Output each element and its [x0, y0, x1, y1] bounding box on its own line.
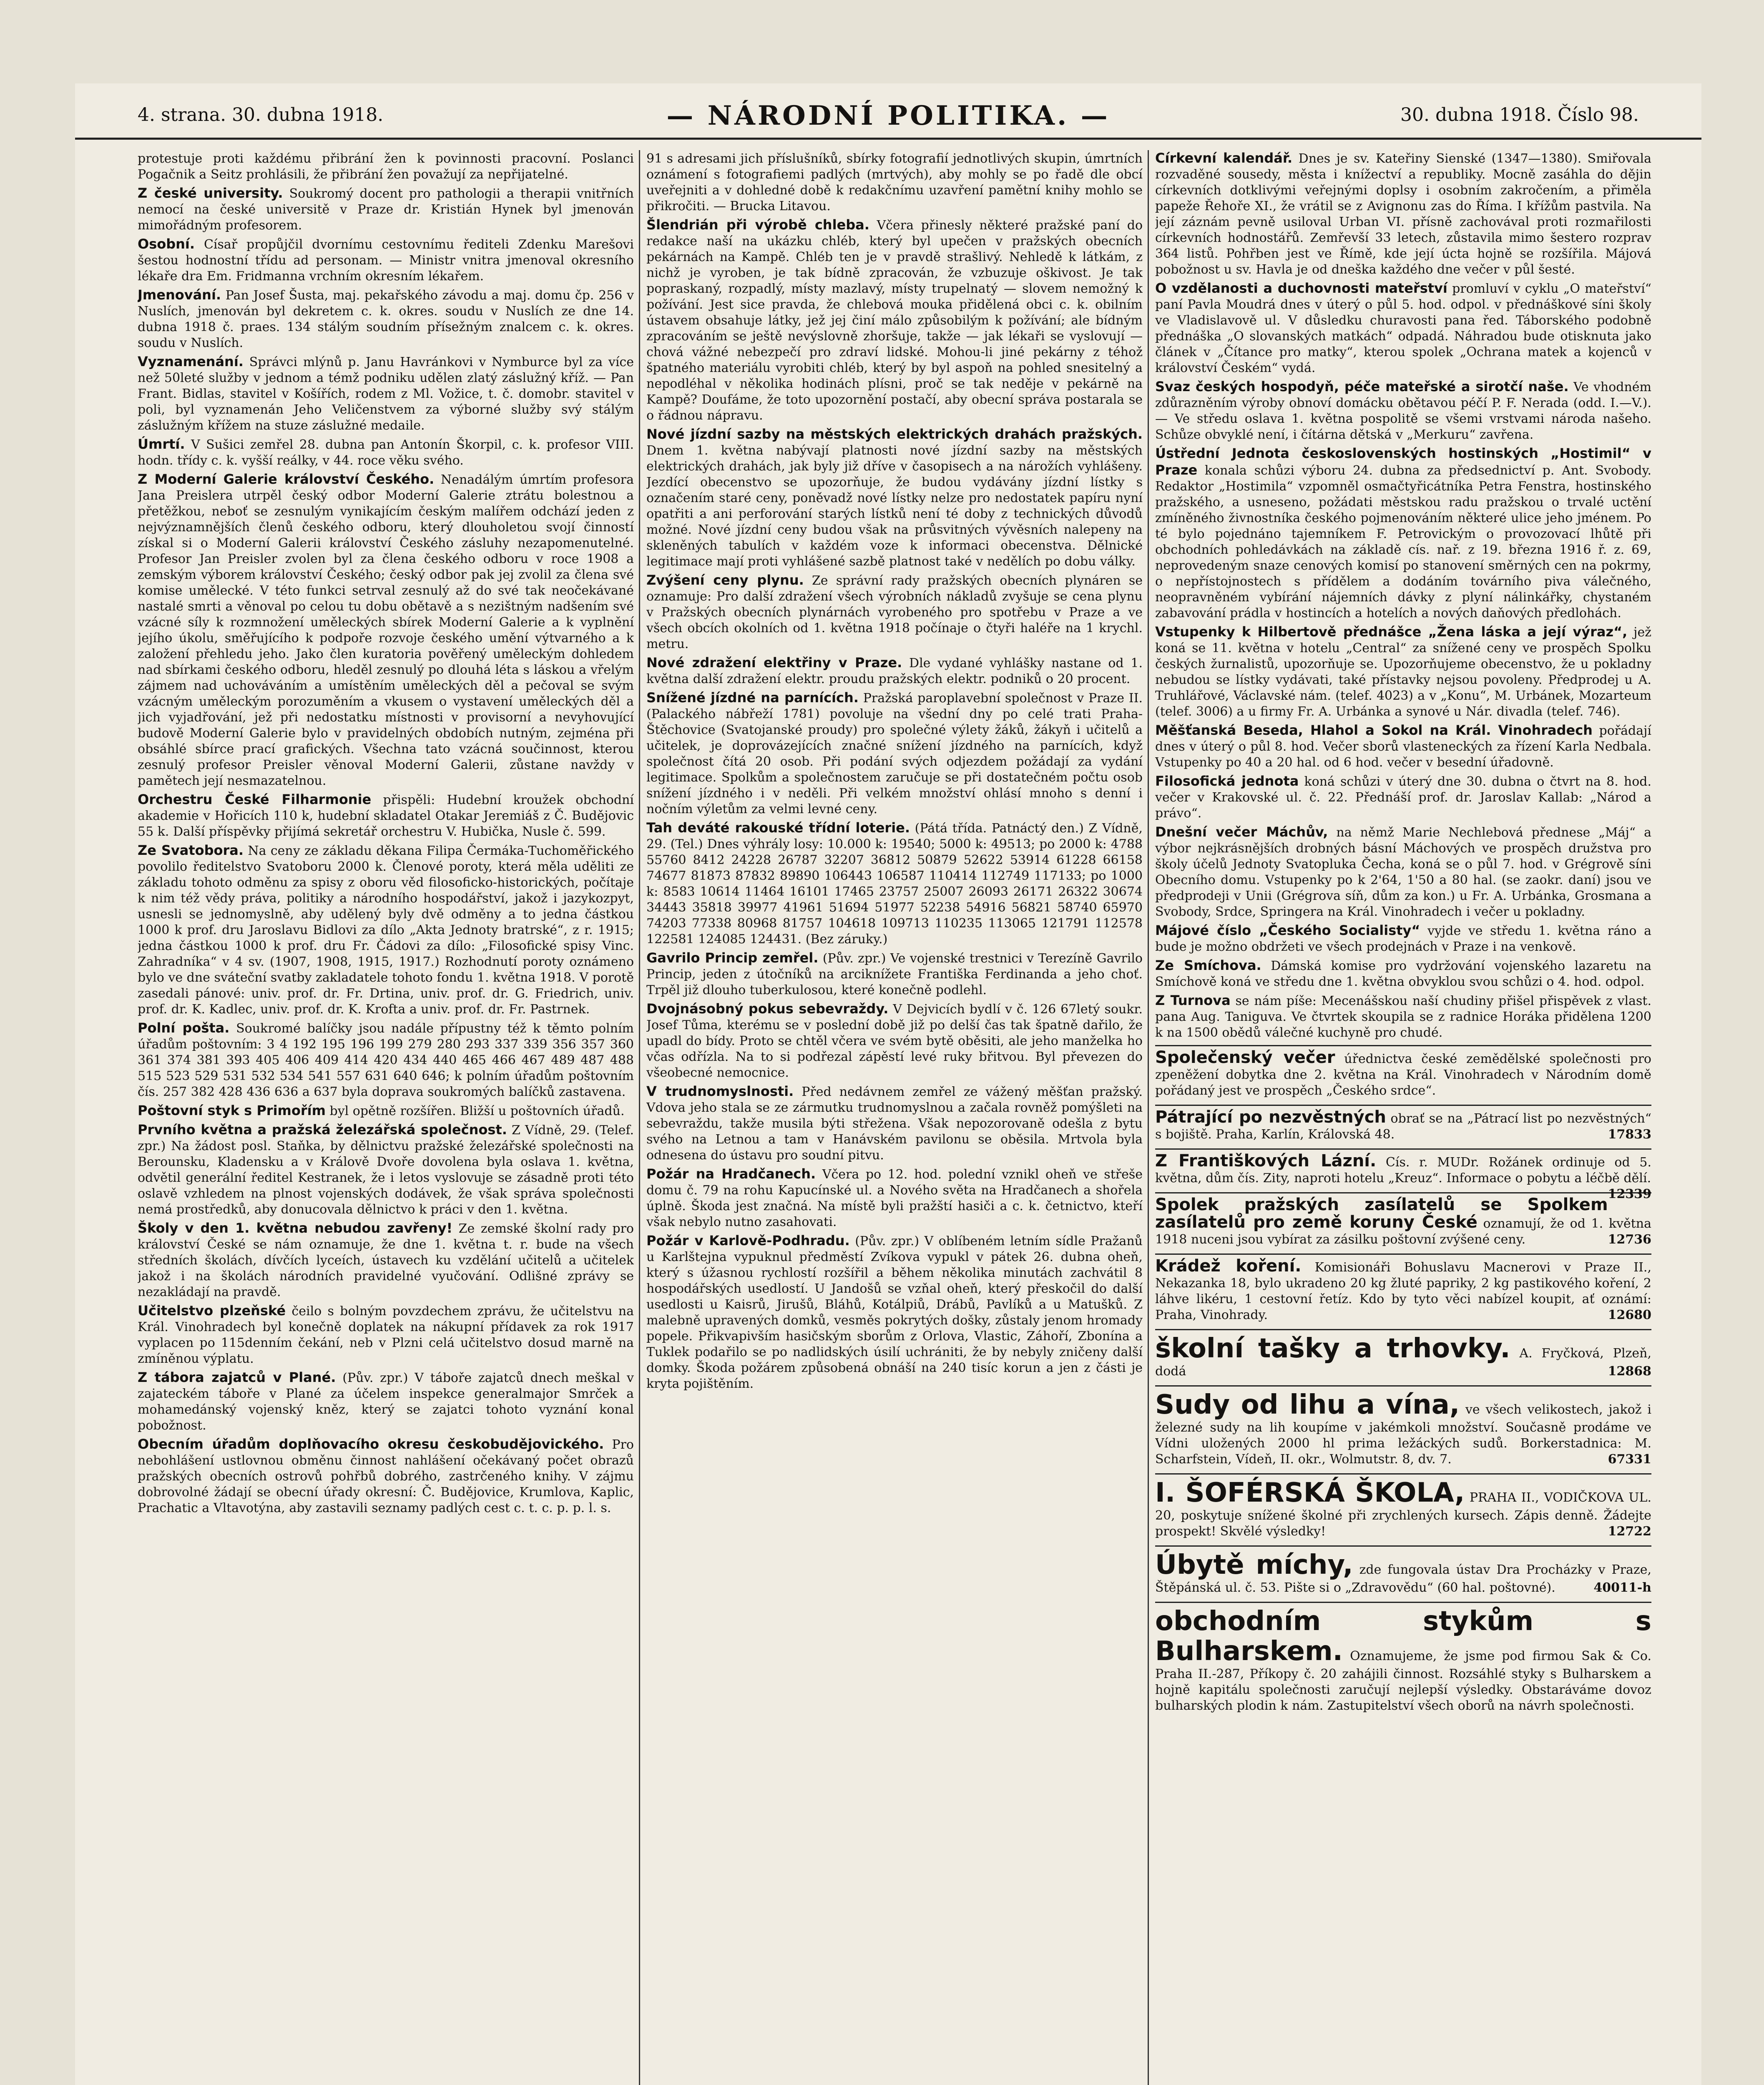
advertisement-id: 40011-h [1593, 1580, 1651, 1595]
news-item [138, 471, 634, 789]
news-item-heading: Požár v Karlově-Podhradu. [646, 1233, 850, 1248]
advertisement-text: Cís. r. MUDr. Rožánek ordinuje od 5. května, dům čís. Zity, naproti hotelu „Kreuz“. Informace o pobytu a léčbě dělí. [1155, 1155, 1651, 1186]
advertisement-title: Z Františkových Lázní. [1155, 1151, 1377, 1171]
news-item-text: Před nedávnem zemřel ze vážený měšťan pražský. Vdova jeho stala se ze zármutku trudnomyslnou a začala rovněž pomýšleti na sebevraždu, takže musila býti střežena. Však nepozorovaně odešla z bytu svého na Letnou a tam v Hanávském pavilonu se oběsila. Mrtvola byla odnesena do ústavu pro soudní pitvu. [646, 1085, 1143, 1163]
news-item-heading: Jmenování. [138, 287, 221, 303]
news-item [1155, 445, 1651, 621]
advertisement-title: Úbytě míchy, [1155, 1550, 1353, 1580]
news-item-text: Správci mlýnů p. Janu Havránkovi v Nymburce byl za více než 50leté služby v jednom a témž podniku udělen zlatý záslužný kříž. — Pan Frant. Bidlas, stavitel v Košířích, rodem z Ml. Vožice, t. č. domobr. stavitel v poli, byl vyznamenán Jeho Veličenstvem za výborné služby svý stálým záslužným křížem na stuze záslužné medaile. [138, 355, 634, 433]
advertisement-title: Spolek pražských zasílatelů se Spolkem zasílatelů pro země koruny České [1155, 1195, 1608, 1232]
news-item-heading: Měšťanská Beseda, Hlahol a Sokol na Král. Vinohradech [1155, 722, 1593, 738]
news-item-text: (Pův. zpr.) V oblíbeném letním sídle Pražanů u Karlštejna vypuknul předměstí Zvíkova vypukl v pátek 26. dubna oheň, který s úžasnou rychlostí rozšířil a během několika minutách zachvátil 8 hospodářských usedlostí. U Jandošů se vzňal oheň, který přeskočil do další usedlosti u Kaisrů, Jirušů, Bláhů, Kotálpiů, Drábů, Pavlíků a u Matušků. Z malebně upravených domků, vesměs pokrytých došky, zůstaly jenom hromady popele. Přikvapivším hasičským sborům z Orlova, Vlastic, Záhoří, Zbonína a Tuklek podařilo se po nadlidských úsilí uchrániti, že by nebyly zničeny další domky. Škoda požárem způsobená obnáší na 240 tisíc korun a jen z části je kryta pojištěním. [646, 1234, 1143, 1391]
news-item [646, 1166, 1143, 1230]
news-item [1155, 824, 1651, 920]
news-item-heading: Z Turnova [1155, 992, 1231, 1008]
news-item [1155, 992, 1651, 1041]
advertisement-id: 12722 [1608, 1524, 1651, 1539]
news-item-heading: Polní pošta. [138, 1020, 230, 1036]
news-item-text: V Dejvicích bydlí v č. 126 67letý soukr. Josef Tůma, kterému se v poslední době již po delší čas tak špatně dařilo, že upadl do bídy. Proto se chtěl včera ve svém bytě oběsiti, ale jeho manželka ho včas odřízla. Na to si podřezal zápěstí levé ruky břitvou. Byl převezen do všeobecné nemocnice. [646, 1002, 1143, 1080]
news-item [646, 1083, 1143, 1163]
news-item [1155, 280, 1651, 376]
advertisement-title: školní tašky a trhovky. [1155, 1333, 1510, 1364]
news-item-text: Dnes je sv. Kateřiny Sienské (1347—1380). Smiřovala rozvaděné sousedy, města i knížectví a republiky. Mocně zasáhla do dějin církevních dotklivými veřejnými doplsy i osobním zakročením, a přiměla papeže Řehoře XI., že vrátil se z Avignonu zas do Říma. I křížům pastvila. Na její záznám pevně usiloval Urban VI. přísně zachovával proti rozmařilosti církevních hodnostářů. Zemřevší 33 letech, zůstavila mimo šestero rozprav 364 listů. Pohřben jest ve Římě, kde její úcta hojně se rozšířila. Májová pobožnost u sv. Havla je od dneška každého dne večer v půl šesté. [1155, 151, 1651, 277]
advertisement [1155, 1148, 1651, 1201]
news-item-text: na němž Marie Nechlebová přednese „Máj“ a výbor nejkrásnějších drobných básní Máchových ve prospěch družstva pro školy účelů Jednoty Svatopluka Čecha, koná se o půl 7. hod. v Grégrově síni Obecního domu. Vstupenky po k 2'64, 1'50 a 80 hal. (se zaokr. daní) jsou ve předprodeji v Unii (Grégrova síň, dům za kon.) u Fr. A. Urbánka, Grosmana a Svobody, Srdce, Springera na Král. Vinohradech i večer u pokladny. [1155, 825, 1651, 919]
news-item-text: Soukromý docent pro pathologii a therapii vnitřních nemocí na české universitě v Praze dr. Kristián Hynek byl jmenován mimořádným profesorem. [138, 186, 634, 233]
news-item-text: byl opětně rozšířen. Bližší u poštovních úřadů. [329, 1104, 625, 1118]
news-item-text: přispěli: Hudební kroužek obchodní akademie v Hořicích 110 k, hudební skladatel Otakar Jeremiáš z Č. Budějovic 55 k. Další příspěvky přijímá sekretář orchestru V. Hubička, Nusle č. 599. [138, 793, 634, 839]
news-item [646, 820, 1143, 947]
news-item-text: jež koná se 11. května v hotelu „Central“ za snížené ceny ve prospěch Spolku českých žurnalistů, upozorňuje se. Upozorňujeme obecenstvo, že u pokladny nebudou se lístky vydávati, také přístavky nejsou povoleny. Předprodej u A. Truhlářové, Václavské nám. (telef. 4023) a v „Konu“, M. Urbánek, Mozarteum (telef. 3006) a u firmy Fr. A. Urbánka a synové u Nár. divadla (telef. 746). [1155, 625, 1651, 719]
news-item-heading: Nové jízdní sazby na městských elektrických drahách pražských. [646, 426, 1143, 442]
advertisement-text: A. Fryčková, Plzeň, dodá [1155, 1346, 1651, 1379]
advertisement [1155, 1473, 1651, 1541]
news-item-text: Dnem 1. května nabývají platnosti nové jízdní sazby na městských elektrických drahách, jak byly již dříve v časopisech a na nárožích vyhlášeny. Jezdící obecenstvo se upozorňuje, že budou vydávány jízdní lístky s označením staré ceny, poněvadž nové lístky nelze pro nedostatek papíru nyní opatřiti a ani perforování starých lístků není té doby z technických důvodů možné. Nové jízdní ceny budou však na průsvitných vývěsních nalepeny na skleněných tabulích v každém voze k informaci obecenstva. Dělnické legitimace mají proti vyhlášené sazbě platnost také v nedělích po dobu války. [646, 443, 1143, 569]
advertisement-title: Sudy od lihu a vína, [1155, 1389, 1460, 1420]
news-item [1155, 379, 1651, 443]
advertisement [1155, 1254, 1651, 1325]
news-item-heading: Nové zdražení elektřiny v Praze. [646, 655, 902, 671]
advertisement-title: Krádež koření. [1155, 1256, 1302, 1276]
newspaper-page [75, 83, 1701, 2085]
news-item-text: čeilo s bolným povzdechem zprávu, že učitelstvu na Král. Vinohradech byl konečně doplatek na nákupní přídavek za rok 1917 vyplacen po 115denním čekání, neb v Plzni celá učitelstvo dosud marně na zmíněnou výplatu. [138, 1304, 634, 1366]
news-item-heading: Obecním úřadům doplňovacího okresu českobudějovického. [138, 1436, 604, 1452]
news-item-heading: Svaz českých hospodyň, péče mateřské a sirotčí naše. [1155, 379, 1569, 394]
news-item-text: Císař propůjčil dvornímu cestovnímu řediteli Zdenku Marešovi šestou hodnostní třídu ad personam. — Ministr vnitra jmenoval okresního lékaře dra Em. Fridmanna vrchním okresním lékařem. [138, 237, 634, 284]
news-item [1155, 722, 1651, 771]
news-item-text: promluví v cyklu „O mateřství“ paní Pavla Moudrá dnes v úterý o půl 5. hod. odpol. v přednáškové síni školy ve Vladislavově ul. V důsledku churavosti pana řed. Táborského podobně přednáška „O slovanských matkách“ odpadá. Náhradou bude otisknuta jako článek v „Čítance pro matky“, kterou spolek „Ochrana matek a kojenců v království Českém“ vydá. [1155, 281, 1651, 375]
news-item [138, 1369, 634, 1434]
news-item-heading: Ze Svatobora. [138, 842, 244, 858]
masthead-title: — NÁRODNÍ POLITIKA. — [666, 100, 1110, 131]
news-item-heading: Úmrtí. [138, 436, 185, 452]
news-item-text: Na ceny ze základu děkana Filipa Čermáka-Tuchoměřického povolilo ředitelstvo Svatoboru 2000 k. Členové poroty, která měla uděliti ze základu tohoto odměnu za spisy z oboru věd filosoficko-historických, počítaje k nim též vědy práva, politiky a národního hospodářství, jakož i jazykozpyt, usnesli se jednomyslně, aby udělený byly dvě odměny a to jedna částkou 1000 k prof. dru Jaroslavu Bidlovi za dílo „Akta Jednoty bratrské“, z r. 1915; jedna částkou 1000 k prof. dru Fr. Čádovi za dílo: „Filosofické spisy Vinc. Zahradníka“ v 4 sv. (1907, 1908, 1915, 1917.) Rozhodnutí poroty oznámeno bylo ve dne sváteční svatby zakladatele tohoto fondu 1. května 1918. V porotě zasedali pánové: univ. prof. dr. Fr. Drtina, univ. prof. dr. G. Friedrich, univ. prof. dr. K. Kadlec, univ. prof. dr. K. Krofta a univ. prof. dr. Fr. Pastrnek. [138, 844, 634, 1017]
news-item [1155, 957, 1651, 990]
news-item [646, 1233, 1143, 1392]
news-item [138, 287, 634, 351]
news-item [646, 217, 1143, 424]
news-item-heading: Vyznamenání. [138, 354, 244, 369]
advertisement-title: obchodním stykům s Bulharskem. [1155, 1606, 1651, 1667]
advertisement [1155, 1192, 1651, 1249]
advertisement-text: úřednictva české zemědělské společnosti pro zpeněžení dobytka dne 2. května na Král. Vinohradech v Národním domě pořádaný jest ve prospěch „Českého srdce“. [1155, 1052, 1651, 1098]
news-item [1155, 922, 1651, 955]
advertisement [1155, 1385, 1651, 1469]
news-item-heading: Z tábora zajatců v Plané. [138, 1369, 336, 1385]
news-item [138, 791, 634, 840]
advertisement [1155, 1602, 1651, 1716]
news-item [646, 572, 1143, 652]
column-rule [1148, 150, 1149, 2085]
advertisement-text: obrať se na „Pátrací list po nezvěstných“ s bojiště. Praha, Karlín, Královská 48. [1155, 1111, 1651, 1142]
news-item-text: Z Vídně, 29. (Telef. zpr.) Na žádost posl. Staňka, by dělnictvu pražské železářské společnosti na Berounsku, Kladensku a v Králově Dvoře dovolena byla oslava 1. května, odvětil generální ředitel Kestranek, že i letos vyslovuje se zásadně proti této oslavě vzhledem na plnost vojenských dodávek, že však správa společnosti nemá prostředků, aby donucovala dělnictvo k práci v den 1. května. [138, 1123, 634, 1217]
news-item-heading: Z Moderní Galerie království Českého. [138, 471, 435, 487]
news-item-text: vyjde ve středu 1. května ráno a bude je možno obdržeti ve všech prodejnách v Praze i na venkově. [1155, 924, 1651, 954]
news-item-text: V Sušici zemřel 28. dubna pan Antonín Škorpil, c. k. profesor VIII. hodn. třídy c. k. vyšší reálky, v 44. roce věku svého. [138, 437, 634, 468]
news-item-heading: Učitelstvo plzeňské [138, 1303, 286, 1319]
news-item-heading: Církevní kalendář. [1155, 150, 1293, 166]
news-item-heading: Požár na Hradčanech. [646, 1166, 816, 1182]
advertisement-text: Oznamujeme, že jsme pod firmou Sak & Co. Praha II.-287, Příkopy č. 20 zahájili činnost. Rozsáhlé styky s Bulharskem a hojně kapitálu společnosti zaručují nejlepší výsledky. Obstaráváme dovoz bulharských plodin k nám. Zastupitelství všech oborů na návrh společnosti. [1155, 1649, 1651, 1713]
news-item-heading: Prvního května a pražská železářská společnost. [138, 1122, 507, 1138]
news-item-text: Ve vhodném zdůrazněním výroby obnoví domácku obětavou péčí P. F. Nerada (odd. I.—V.). — Ve středu oslava 1. května pospolitě se všemi vrstvami národa našeho. Schůze obvyklé není, i čítárna dětská v „Merkuru“ zavřena. [1155, 380, 1651, 442]
column-3 [1155, 150, 1651, 2085]
news-item-text: Pro nebohlášení ustlovnou obměnu činnost nahlášení očekávaný počet obrazů pražských obecních ostrovů pohřbů dobrého, zastrčeného knihy. V zájmu dobrovolné žádají se obecní úřady okresní: Č. Budějovice, Krumlova, Kaplic, Prachatic a Vltavotýna, aby zastavili seznamy padlých cest c. t. c. p. p. l. s. [138, 1437, 634, 1515]
news-item-text: Včera po 12. hod. polední vznikl oheň ve střeše domu č. 79 na rohu Kapucínské ul. a Nového světa na Hradčanech a shořela úplně. Škoda jest značná. Na místě byli pražští hasiči a c. k. četnictvo, kteří však nebylo nutno zasahovati. [646, 1167, 1143, 1229]
news-item [646, 150, 1143, 214]
news-item [138, 1122, 634, 1218]
news-item-heading: Dnešní večer Máchův, [1155, 824, 1328, 840]
advertisement-id: 12868 [1608, 1364, 1651, 1379]
news-item-heading: Ze Smíchova. [1155, 957, 1261, 973]
news-item [138, 236, 634, 284]
news-item [138, 1220, 634, 1300]
page-number-date: 4. strana. 30. dubna 1918. [138, 104, 384, 126]
news-item-heading: Snížené jízdné na parnících. [646, 690, 859, 706]
news-item [138, 1103, 634, 1119]
news-item-heading: Osobní. [138, 236, 195, 252]
news-item [646, 950, 1143, 998]
news-item-heading: Školy v den 1. května nebudou zavřeny! [138, 1220, 453, 1236]
advertisement-text: oznamují, že od 1. května 1918 nuceni jsou vybírat za zásilku poštovní zvýšené ceny. [1155, 1216, 1651, 1247]
news-item-text: Dle vydané vyhlášky nastane od 1. května další zdražení elektr. proudu pražských elektr. podniků o 20 procent. [646, 656, 1143, 686]
news-item-text: Soukromé balíčky jsou nadále přípustny též k těmto polním úřadům poštovním: 3 4 192 195 196 199 279 280 293 337 339 356 357 360 361 374 381 393 405 406 409 414 420 434 440 465 466 467 489 487 488 515 523 529 531 532 534 541 557 631 640 646; k polním úřadům poštovním čís. 257 382 428 436 636 a 637 byla doprava soukromých balíčků zastavena. [138, 1021, 634, 1099]
news-item-text: Včera přinesly některé pražské paní do redakce naší na ukázku chléb, který byl upečen v pražských obecních pekárnách na Kampě. Chléb ten je v pravdě strašlivý. Nehledě k látkám, z nichž je vyroben, je tak bídně zpracován, že vzbuzuje oškivost. Je tak popraskaný, rozpadlý, místy mazlavý, místy trupelnatý — slovem nemožný k požívání. Jest sice pravda, že chlebová mouka přidělená obci c. k. obilním ústavem obsahuje látky, jež jej činí málo způsobilým k požívání; ale bídným zpracováním se ještě nevýslovně zhoršuje, takže — jak lékaři se vyslovují — chová vážné nebezpečí pro zdraví lidské. Mohou-li jiné pekárny z téhož špatného materiálu vyrobiti chléb, který by byl aspoň na pohled snesitelný a nepodléhal v několika hodinách plísni, proč se tak neděje v pekárně na Kampě? Doufáme, že toto upozornění postačí, aby obecní správa postarala se o řádnou nápravu. [646, 218, 1143, 423]
news-item-text: Ze správní rady pražských obecních plynáren se oznamuje: Pro další zdražení všech výrobních nákladů zvyšuje se cena plynu v Pražských obecních plynárnách vyrobeného pro spotřebu v Praze a ve všech obcích okolních od 1. května 1918 počínaje o čtyři haléře na 1 krychl. metru. [646, 573, 1143, 651]
advertisement-text: PRAHA II., VODIČKOVA UL. 20, poskytuje snížené školné při zrychlených kursech. Zápis denně. Žádejte prospekt! Skvělé výsledky! [1155, 1490, 1651, 1539]
news-item-text: Pan Josef Šusta, maj. pekařského závodu a maj. domu čp. 256 v Nuslích, jmenován byl dekretem c. k. okres. soudu v Nuslích ze dne 14. dubna 1918 č. praes. 134 stálým soudním přísežným znalcem c. k. okres. soudu v Nuslích. [138, 288, 634, 350]
news-item-heading: Májové číslo „Českého Socialisty“ [1155, 922, 1420, 938]
news-item-text: konala schůzi výboru 24. dubna za předsednictví p. Ant. Svobody. Redaktor „Hostimila“ vzpomněl osmačtyřicátníka Petra Fenstra, hostinského pražského, a usneseno, požádati městskou radu pražskou o trvalé uctění zmíněného živnostníka českého pojmenováním některé ulice jeho jménem. Po té bylo pojednáno tajemníkem F. Petrovickým o provozovací lhůtě při obchodních pohledávkách na základě cís. nař. z 19. března 1916 ř. z. 69, neprovedeným snaze cenových komisí po stanovení směrných cen na pokrmy, o nepřístojnostech s přídělem a dodáním továrního piva válečného, neopravněném vybírání nájemních dávky z plyní nálinkářky, chystaném zabavování prádla v hostincích a hotelích a nových daňových předlohách. [1155, 463, 1651, 620]
advertisement [1155, 1545, 1651, 1598]
news-item [138, 842, 634, 1017]
news-item [1155, 624, 1651, 720]
news-item [646, 655, 1143, 687]
news-item-text: protestuje proti každému přibrání žen k povinnosti pracovní. Poslanci Pogačnik a Seitz prohlásili, že přibrání žen považují za nepřijatelné. [138, 151, 634, 182]
advertisement [1155, 1105, 1651, 1144]
news-item-heading: Tah deváté rakouské třídní loterie. [646, 820, 910, 836]
news-item-heading: Zvýšení ceny plynu. [646, 572, 804, 588]
news-item [138, 1303, 634, 1367]
news-item-heading: Vstupenky k Hilbertově přednášce „Žena láska a její výraz“, [1155, 624, 1628, 640]
news-item-text: Dámská komise pro vydržování vojenského lazaretu na Smíchově koná ve středu dne 1. května obvyklou svou schůzi o 4. hod. odpol. [1155, 959, 1651, 989]
news-item-heading: Z české university. [138, 185, 283, 201]
news-item-heading: Ústřední Jednota československých hostinských „Hostimil“ v Praze [1155, 445, 1651, 478]
advertisement-id: 12736 [1608, 1232, 1651, 1247]
page-header [75, 100, 1701, 140]
news-item-text: 91 s adresami jich příslušníků, sbírky fotografií jednotlivých skupin, úmrtních oznámení s fotografiemi padlých (mrtvých), aby mohly se po řadě dle obcí uveřejniti a v dohledné době k redakčnímu uzavření pamětní knihy mohlo se přikročiti. — Brucka Litavou. [646, 151, 1143, 214]
advertisement-text: ve všech velikostech, jakož i železné sudy na lih koupíme v jakémkoli množství. Současně prodáme ve Vídni uložených 2000 hl prima ležáckých sudů. Borkerstadnica: M. Scharfstein, Vídeň, II. okr., Wolmutstr. 8, dv. 7. [1155, 1402, 1651, 1467]
advertisement-id: 17833 [1608, 1127, 1651, 1142]
news-item-heading: Šlendrián při výrobě chleba. [646, 217, 869, 233]
news-item-text: Ze zemské školní rady pro království České se nám oznamuje, že dne 1. května t. r. bude na všech středních školách, dívčích lyceích, ústavech ku vzdělání učitelů a učitelek jakož i na školách národních pravidelné vyučování. Odlišné zprávy se nezakládají na pravdě. [138, 1221, 634, 1299]
news-item-heading: Gavrilo Princip zemřel. [646, 950, 819, 966]
news-item-text: se nám píše: Mecenášskou naší chudiny přišel přispěvek z vlast. pana Aug. Taniguva. Ve čtvrtek skoupila se z radnice Horáka přidělena 1200 k na 1500 obědů válečné kuchyně pro chudé. [1155, 994, 1651, 1040]
news-item-text: (Pův. zpr.) Ve vojenské trestnici v Terezíně Gavrilo Princip, jeden z útočníků na arciknížete Františka Ferdinanda a jeho choť. Trpěl již dlouho tuberkulosou, které konečně podlehl. [646, 951, 1143, 997]
news-item [646, 426, 1143, 570]
news-item-text: Pražská paroplavební společnost v Praze II. (Palackého nábřeží 1781) povoluje na všední dny po celé trati Praha-Štěchovice (Svatojanské proudy) pro společné výlety žáků, žákyň i učitelů a učitelek, je doprovázejících značné snížení jízdného na parnících, když společnost čítá 20 osob. Při podání svých odjezdem požádají za vydání legitimace. Spolkům a společnostem zaručuje se při dostatečném počtu osob snížení jízdného i v neděli. Při velkém množství ohlásí mnoho s denní i nočním výletům za velmi levné ceny. [646, 691, 1143, 816]
column-1 [138, 150, 634, 2085]
advertisement-text: Komisionáři Bohuslavu Macnerovi v Praze II., Nekazanka 18, bylo ukradeno 20 kg žluté papriky, 2 kg pastikového koření, 2 láhve likéru, 1 cestovní řetíz. Kdo by tyto věci nabízel koupit, ať oznámí: Praha, Vinohrady. [1155, 1260, 1651, 1322]
news-item [1155, 773, 1651, 821]
news-item-text: Nenadálým úmrtím profesora Jana Preislera utrpěl český odbor Moderní Galerie ztrátu bolestnou a přetěžkou, neboť se zesnulým vynikajícím českým malířem odchází jeden z nejvýznamnějších členů českého odboru, který dlouholetou svojí činností získal si o Moderní Galerii království Českého zásluhy nezapomenutelné. Profesor Jan Preisler zvolen byl za člena českého odboru v roce 1908 a zemským výborem království Českého; český odbor pak jej zvolil za člena své komise umělecké. V této funkci setrval zesnulý až do své tak neočekávané nastalé smrti a věnoval po celou tu dobu obětavě a s nezištným nadšením své vzácné síly k rozmnožení uměleckých sbírek Moderní Galerie a k vyplnění jejího úkolu, směřujícího k podpoře rozvoje českého umění výtvarného a k založení přehledu jeho. Jako člen kuratoria pověřený uměleckým dohledem nad sbírkami českého odboru, hleděl zesnulý po dlouhá léta s láskou a vřelým zájmem nad uchováváním a umístěním uměleckých děl a pečoval se svým vzácným uměleckým porozuměním a vkusem o vystavení uměleckých děl a jich vyjadřování, jež při nedostatku místnosti v provisorní a nevyhovující budově Moderní Galerie bylo v pravidelných obdobích nutným, zejména při obsáhlé sbírce prací grafických. Všechna tato vzácná součinnost, kterou zesnulý profesor Preisler věnoval Moderní Galerii, zůstane navždy v pamětech její nesmazatelnou. [138, 472, 634, 788]
column-2 [646, 150, 1143, 2085]
news-item [138, 1436, 634, 1516]
news-item [138, 185, 634, 234]
advertisement-text: zde fungovala ústav Dra Procházky v Praze, Štěpánská ul. č. 53. Pište si o „Zdravovědu“ (60 hal. poštovné). [1155, 1562, 1651, 1595]
news-item [1155, 150, 1651, 278]
news-item-heading: Dvojnásobný pokus sebevraždy. [646, 1001, 889, 1017]
news-item-heading: Orchestru České Filharmonie [138, 791, 372, 807]
advertisement-title: Pátrající po nezvěstných [1155, 1108, 1386, 1127]
news-item-text: (Pův. zpr.) V táboře zajatců dnech meškal v zajateckém táboře v Plané za účelem inspekce generalmajor Smrček a mohamedánský vojenský kněz, který se zajatci tohoto vyznání konal pobožnost. [138, 1371, 634, 1433]
advertisement-title: Společenský večer [1155, 1048, 1335, 1067]
news-item-heading: Poštovní styk s Primořím [138, 1103, 326, 1118]
advertisement-id: 67331 [1608, 1452, 1651, 1467]
advertisement-id: 12339 [1608, 1187, 1651, 1201]
news-item-text: koná schůzi v úterý dne 30. dubna o čtvrt na 8. hod. večer v Krakovské ul. č. 22. Přednáší prof. dr. Jaroslav Kallab: „Národ a právo“. [1155, 774, 1651, 821]
news-item [138, 436, 634, 469]
advertisement [1155, 1045, 1651, 1100]
news-item-heading: O vzdělanosti a duchovnosti mateřství [1155, 280, 1447, 296]
news-item-text: (Pátá třída. Patnáctý den.) Z Vídně, 29. (Tel.) Dnes výhrály losy: 10.000 k: 19540; 5000 k: 49513; po 2000 k: 4788 55760 8412 24228 26787 32207 36812 50879 52622 53914 61228 66158 74677 81873 87832 89890 106443 106587 110414 112749 117133; po 1000 k: 8583 10614 11464 16101 17465 23757 25007 26093 26171 26322 30674 34443 35818 39977 41961 51694 51977 52238 54916 56821 58740 65970 74203 77338 80968 81757 104618 109713 110235 113065 121791 112578 122581 124085 124431. (Bez záruky.) [646, 821, 1143, 947]
news-item [138, 354, 634, 434]
news-item [646, 690, 1143, 817]
column-rule [639, 150, 640, 2085]
advertisement-title: I. ŠOFÉRSKÁ ŠKOLA, [1155, 1477, 1465, 1508]
news-item [138, 150, 634, 183]
news-item-heading: Filosofická jednota [1155, 773, 1299, 789]
issue-date-number: 30. dubna 1918. Číslo 98. [1400, 104, 1639, 126]
news-item [138, 1020, 634, 1100]
advertisement-id: 12680 [1608, 1308, 1651, 1322]
advertisement [1155, 1329, 1651, 1381]
news-item [646, 1001, 1143, 1081]
news-item-heading: V trudnomyslnosti. [646, 1083, 794, 1099]
news-item-text: pořádají dnes v úterý o půl 8. hod. Večer sborů vlasteneckých za řízení Karla Nedbala. Vstupenky po 40 a 20 hal. od 6 hod. večer v besední úřadovně. [1155, 723, 1651, 770]
